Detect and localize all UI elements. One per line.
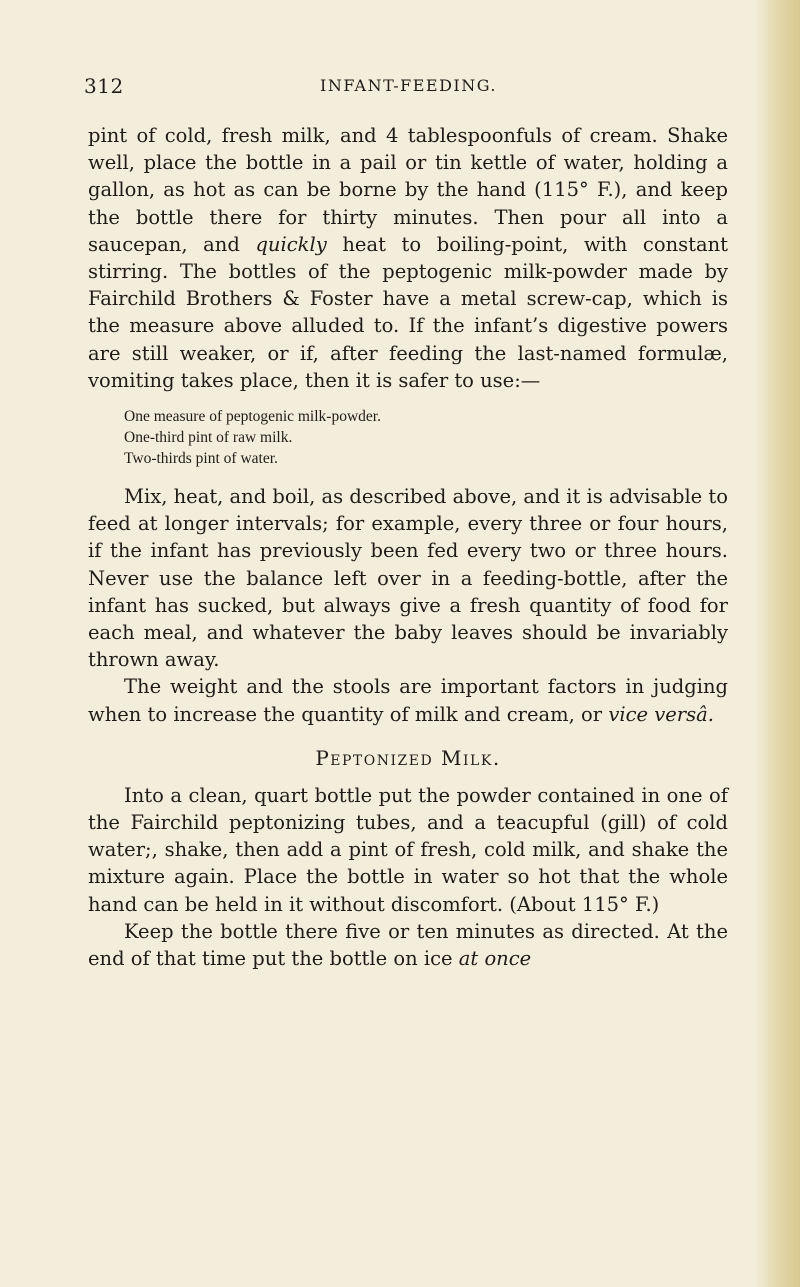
recipe-list [124, 406, 728, 469]
section-heading: Peptonized Milk. [315, 745, 501, 770]
paragraph-text: heat to boiling-point, with constant stirring. The bottles of the peptogenic milk-powder made by Fairchild Brothers & Foster have a metal screw-cap, which is the measure above alluded to. If the infant’s digestive powers are still weaker, or if, after feeding the last-named formulæ, vomiting takes place, then it is safer to use:— [88, 232, 728, 392]
emphasis-at-once: at once [458, 947, 532, 971]
paragraph-mix: Mix, heat, and boil, as described above, and it is advisable to feed at longer intervals; for example, every three or four hours, if the infant has previously been fed every two or three hours. Never use the balance left over in a feeding-bottle, after the infant has sucked, but always give a fresh quantity of food for each meal, and whatever the baby leaves should be invariably thrown away. [88, 485, 728, 672]
running-head: INFANT-FEEDING. [320, 76, 498, 95]
recipe-item: One-third pint of raw milk. [124, 429, 293, 447]
paragraph-text: The weight and the stools are important factors in judging when to increase the quantity of milk and cream, or [88, 675, 728, 726]
book-page [84, 74, 728, 972]
paragraph-keep [88, 918, 728, 972]
page-edge-shadow [754, 0, 800, 1287]
paragraph-peptonized: Into a clean, quart bottle put the powder contained in one of the Fairchild peptonizing tubes, and a teacupful (gill) of cold water;, shake, then add a pint of fresh, cold milk, and shake the mixture again. Place the bottle in water so hot that the whole hand can be held in it without discomfort. (About 115° F.) [88, 783, 728, 916]
emphasis-vice-versa: vice versâ. [608, 702, 714, 726]
page-number: 312 [84, 74, 124, 98]
paragraph-weight [88, 673, 728, 727]
paragraph-text: Keep the bottle there five or ten minutes as directed. At the end of that time put the bottle on ice [88, 919, 728, 971]
paragraph-intro [88, 122, 728, 394]
page-header [84, 74, 728, 104]
emphasis-quickly: quickly [255, 232, 327, 256]
paragraph-text: pint of cold, fresh milk, and 4 tablespoonfuls of cream. Shake well, place the bottle in a pail or tin kettle of water, holding a gallon, as hot as can be borne by the hand (115° F.), and keep the bottle there for thirty minutes. Then pour all into a saucepan, and [88, 124, 728, 256]
recipe-item: One measure of peptogenic milk-powder. [124, 408, 381, 426]
recipe-item: Two-thirds pint of water. [124, 450, 278, 468]
